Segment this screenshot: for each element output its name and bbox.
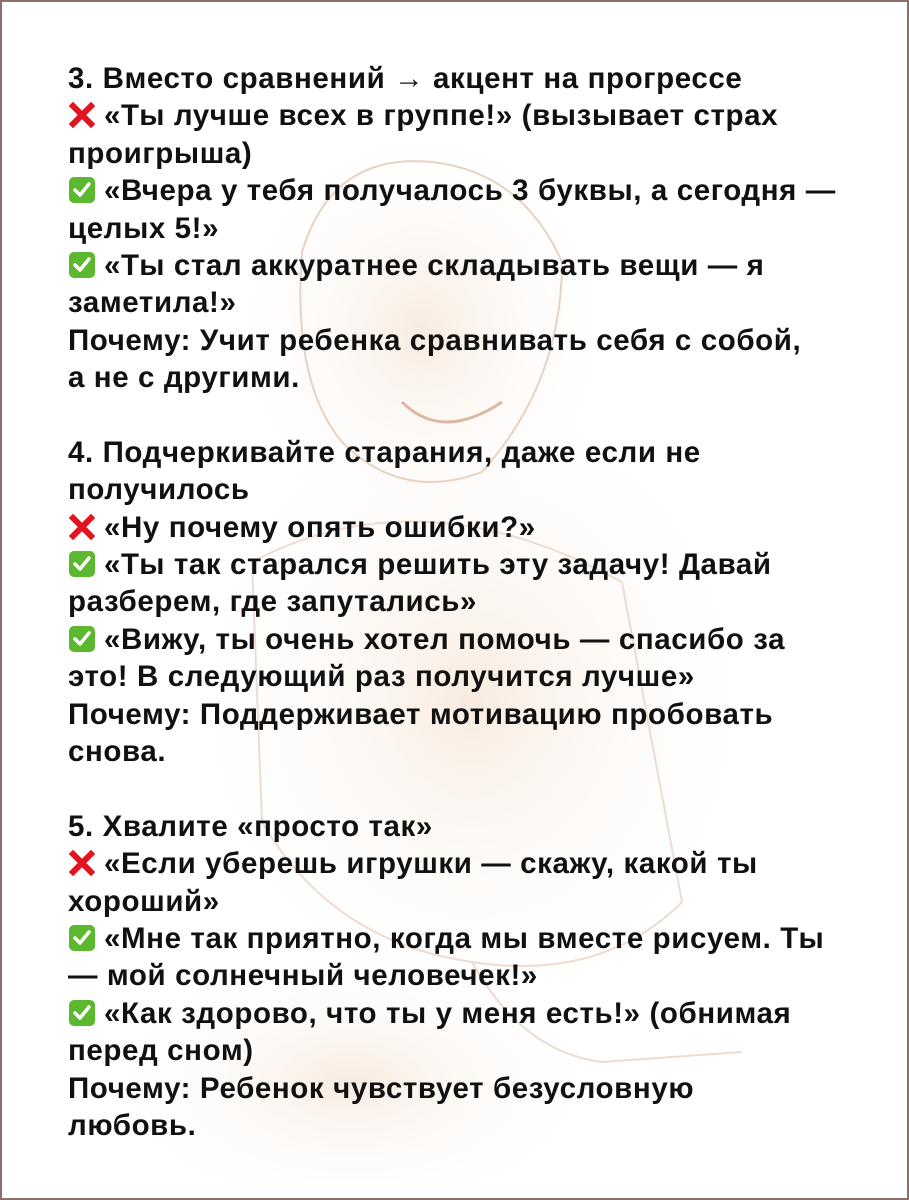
text-line — [68, 583, 836, 620]
line-text: получилось — [68, 473, 250, 507]
check-mark-icon — [68, 251, 96, 279]
text-line — [68, 696, 836, 733]
line-text: «Вчера у тебя получалось 3 буквы, а сегодня — — [104, 174, 836, 208]
line-text: 4. Подчеркивайте старания, даже если не — [68, 435, 701, 469]
text-line — [68, 210, 836, 247]
tip-section — [68, 434, 836, 771]
text-line — [68, 1032, 836, 1069]
line-text: Почему: Поддерживает мотивацию пробовать — [68, 697, 774, 731]
section-heading — [68, 808, 836, 845]
cross-mark-icon — [68, 849, 96, 877]
text-line — [68, 658, 836, 695]
check-mark-icon — [68, 999, 96, 1027]
text-line — [68, 621, 836, 658]
text-line — [68, 957, 836, 994]
text-line — [68, 509, 836, 546]
line-text: «Если уберешь игрушки — скажу, какой ты — [104, 847, 758, 881]
tip-section — [68, 60, 836, 397]
line-text: перед сном) — [68, 1034, 254, 1068]
line-text: «Как здорово, что ты у меня есть!» (обнимая — [104, 996, 792, 1030]
text-line — [68, 172, 836, 209]
text-line — [68, 1107, 836, 1144]
line-text: разберем, где запутались» — [68, 585, 478, 619]
line-text: Почему: Учит ребенка сравнивать себя с собой, — [68, 323, 802, 357]
line-text: любовь. — [68, 1108, 197, 1142]
line-text: Почему: Ребенок чувствует безусловную — [68, 1071, 695, 1105]
text-line — [68, 995, 836, 1032]
cross-mark-icon — [68, 513, 96, 541]
tip-section — [68, 808, 836, 1145]
check-mark-icon — [68, 924, 96, 952]
blank-line — [68, 770, 836, 807]
line-text: «Ты так старался решить эту задачу! Давай — [104, 548, 772, 582]
check-mark-icon — [68, 176, 96, 204]
text-line — [68, 97, 836, 134]
text-line — [68, 135, 836, 172]
line-text: 5. Хвалите «просто так» — [68, 809, 433, 843]
check-mark-icon — [68, 625, 96, 653]
line-text: заметила!» — [68, 286, 237, 320]
text-line — [68, 883, 836, 920]
section-heading — [68, 434, 836, 471]
cross-mark-icon — [68, 101, 96, 129]
text-line — [68, 471, 836, 508]
text-line — [68, 359, 836, 396]
check-mark-icon — [68, 550, 96, 578]
line-text: проигрыша) — [68, 136, 253, 170]
text-line — [68, 920, 836, 957]
line-text: целых 5!» — [68, 211, 220, 245]
section-heading — [68, 60, 836, 97]
line-text: «Ну почему опять ошибки?» — [104, 510, 536, 544]
article-text — [68, 60, 836, 1144]
line-text: это! В следующий раз получится лучше» — [68, 660, 695, 694]
line-text: «Вижу, ты очень хотел помочь — спасибо за — [104, 622, 786, 656]
blank-line — [68, 397, 836, 434]
line-text: «Мне так приятно, когда мы вместе рисуем. Ты — [104, 921, 825, 955]
line-text: хороший» — [68, 884, 220, 918]
line-text: 3. Вместо сравнений → акцент на прогрессе — [68, 62, 743, 95]
text-line — [68, 322, 836, 359]
text-line — [68, 546, 836, 583]
text-line — [68, 1070, 836, 1107]
line-text: «Ты стал аккуратнее складывать вещи — я — [104, 248, 765, 282]
text-line — [68, 733, 836, 770]
line-text: а не с другими. — [68, 361, 300, 395]
line-text: — мой солнечный человечек!» — [68, 959, 538, 993]
text-line — [68, 247, 836, 284]
text-line — [68, 284, 836, 321]
text-line — [68, 845, 836, 882]
line-text: «Ты лучше всех в группе!» (вызывает страх — [104, 99, 779, 133]
line-text: снова. — [68, 735, 167, 769]
